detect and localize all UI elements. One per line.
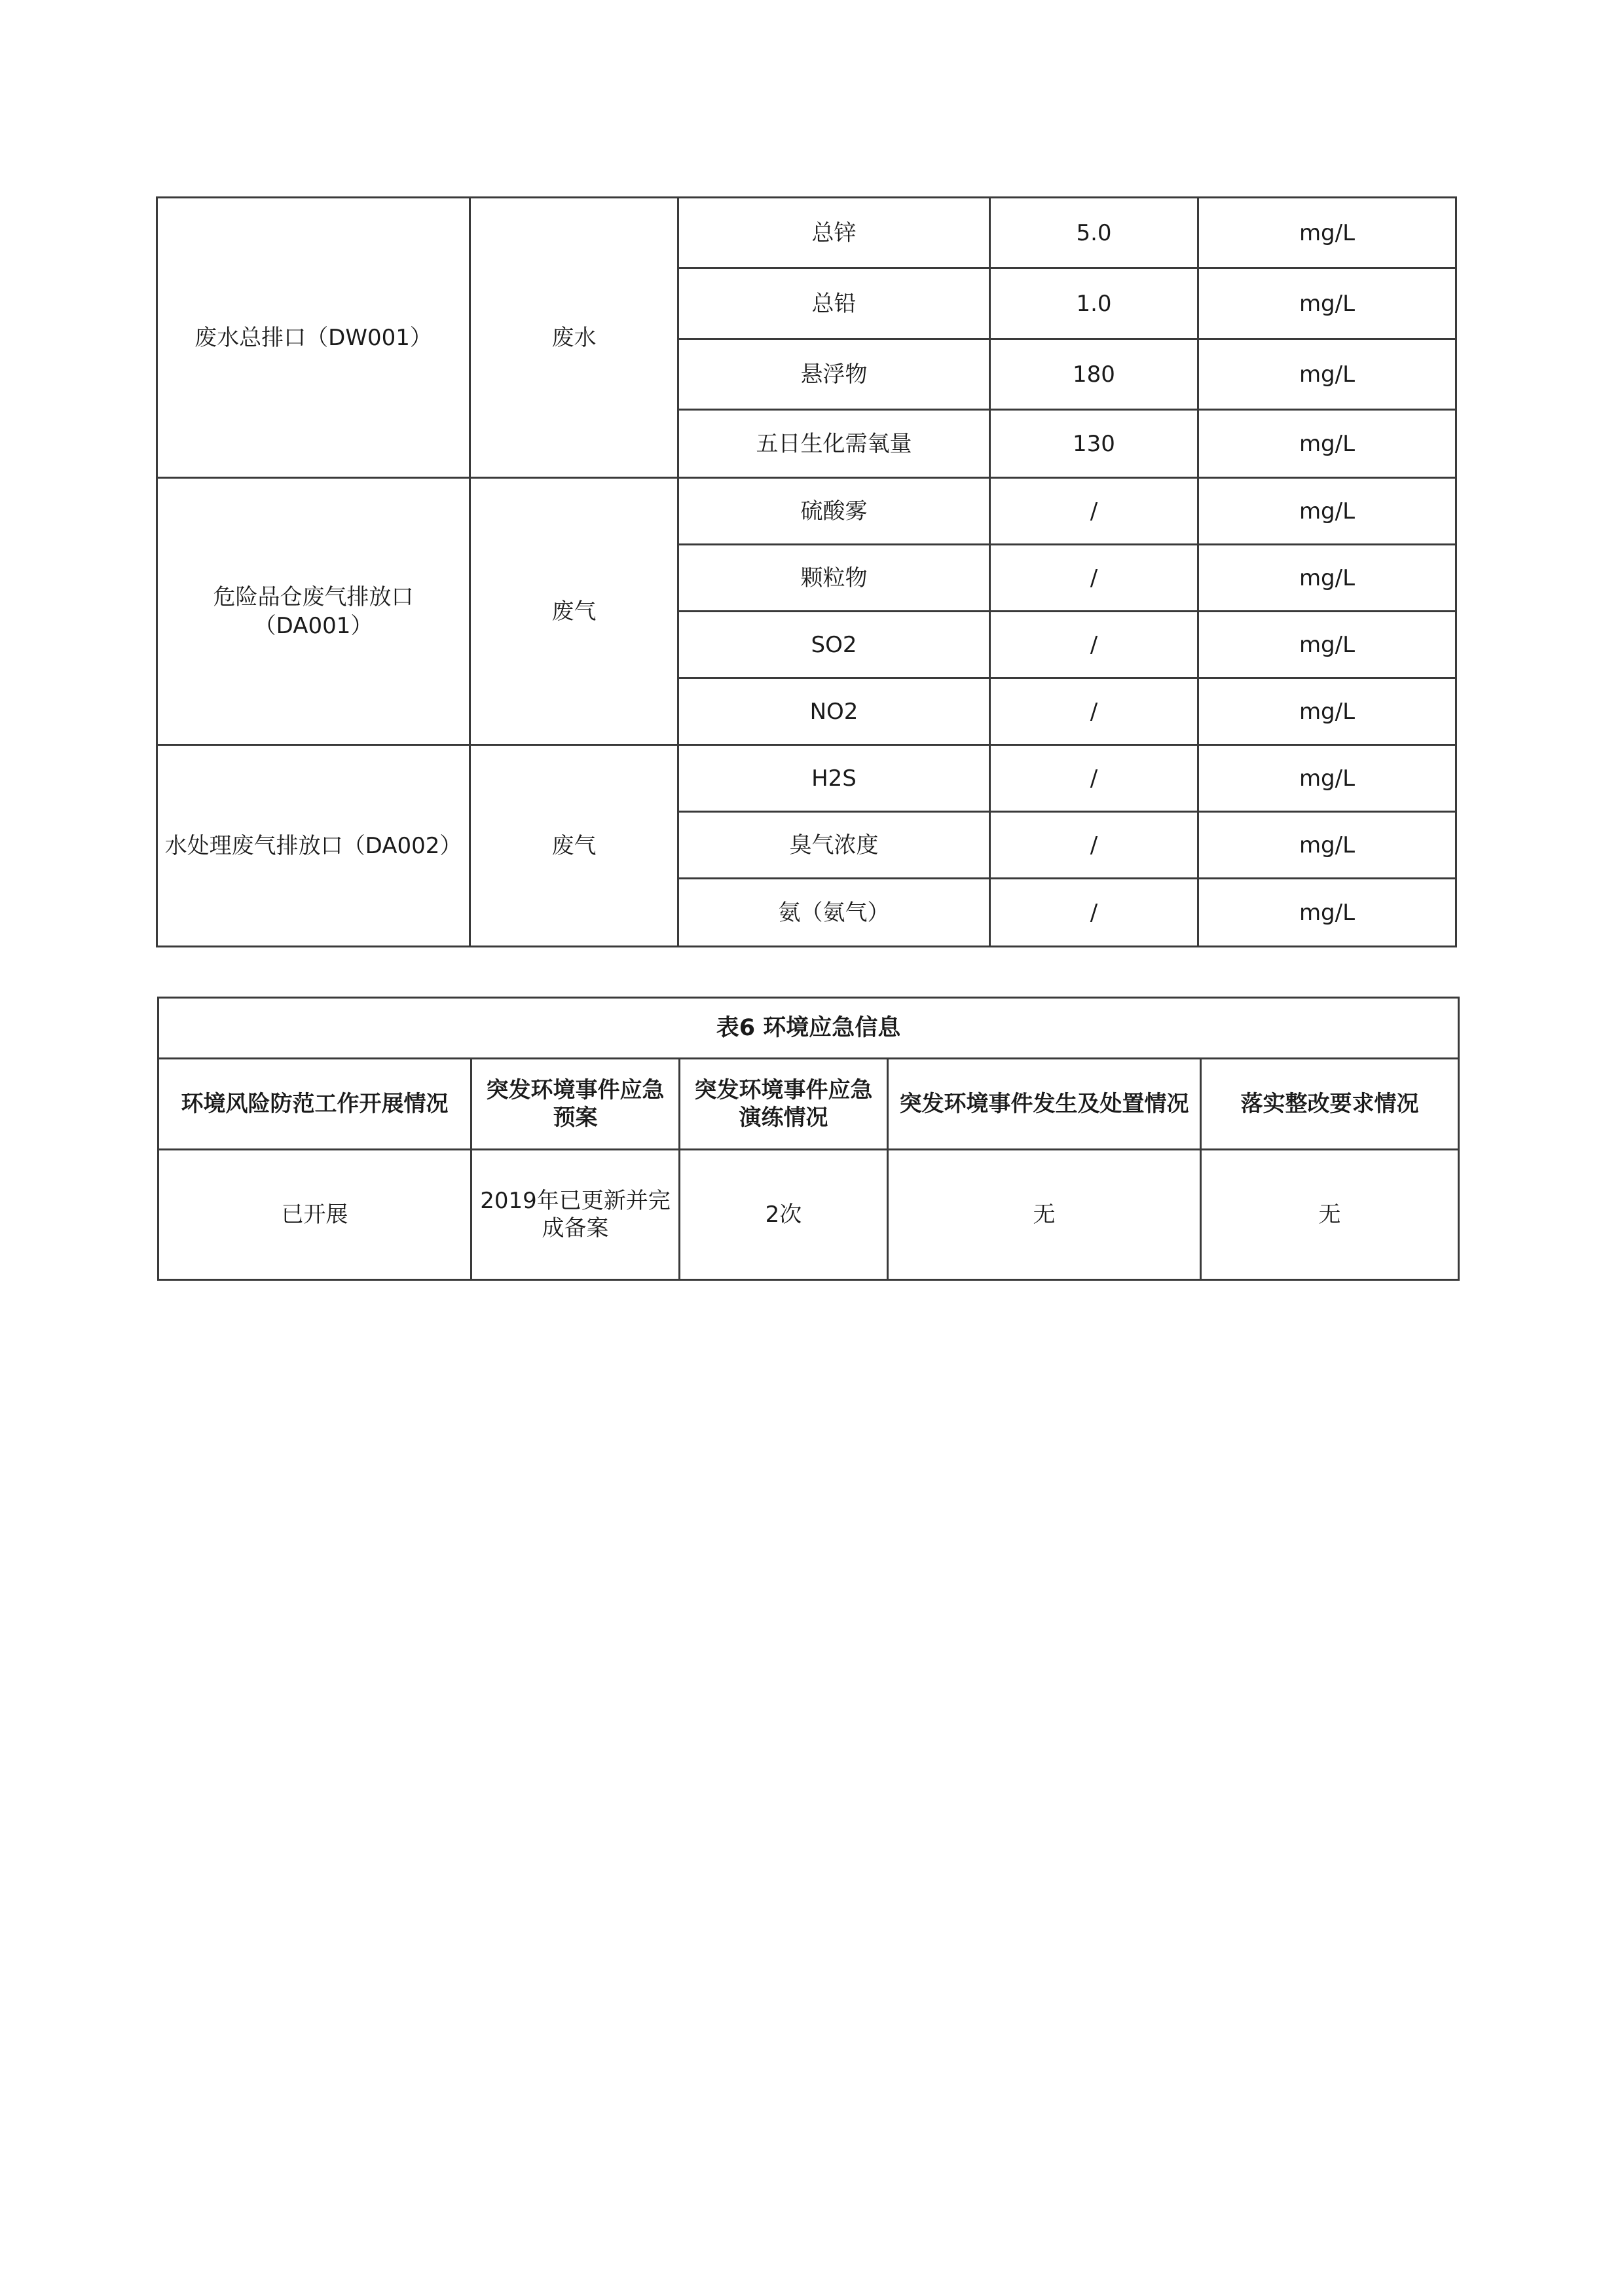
table-row [157, 198, 1456, 268]
pollutant-cell: 颗粒物 [678, 545, 990, 612]
value-cell: 2次 [680, 1150, 888, 1280]
pollutant-cell: 总锌 [678, 198, 990, 268]
limit-cell: / [990, 745, 1198, 812]
unit-cell: mg/L [1198, 612, 1456, 678]
value-cell: 2019年已更新并完成备案 [471, 1150, 680, 1280]
column-header: 落实整改要求情况 [1201, 1059, 1459, 1150]
pollutant-cell: H2S [678, 745, 990, 812]
pollutant-cell: 氨（氨气） [678, 879, 990, 947]
outlet-cell: 废水总排口（DW001） [157, 198, 470, 478]
waste-type-cell: 废水 [470, 198, 678, 478]
waste-type-cell: 废气 [470, 745, 678, 947]
pollutant-cell: NO2 [678, 678, 990, 745]
unit-cell: mg/L [1198, 478, 1456, 545]
unit-cell: mg/L [1198, 198, 1456, 268]
pollutant-cell: 悬浮物 [678, 339, 990, 410]
emission-standards-table [156, 196, 1457, 947]
unit-cell: mg/L [1198, 545, 1456, 612]
value-cell: 已开展 [158, 1150, 471, 1280]
unit-cell: mg/L [1198, 678, 1456, 745]
waste-type-cell: 废气 [470, 478, 678, 745]
unit-cell: mg/L [1198, 268, 1456, 339]
outlet-cell: 危险品仓废气排放口（DA001） [157, 478, 470, 745]
emergency-info-table [157, 997, 1460, 1281]
limit-cell: 1.0 [990, 268, 1198, 339]
pollutant-cell: 硫酸雾 [678, 478, 990, 545]
value-cell: 无 [1201, 1150, 1459, 1280]
table-header-row [158, 1059, 1459, 1150]
limit-cell: / [990, 612, 1198, 678]
table-title-row [158, 998, 1459, 1059]
outlet-cell: 水处理废气排放口（DA002） [157, 745, 470, 947]
unit-cell: mg/L [1198, 812, 1456, 879]
table-row [157, 745, 1456, 812]
unit-cell: mg/L [1198, 745, 1456, 812]
limit-cell: / [990, 545, 1198, 612]
limit-cell: / [990, 879, 1198, 947]
limit-cell: 5.0 [990, 198, 1198, 268]
column-header: 环境风险防范工作开展情况 [158, 1059, 471, 1150]
column-header: 突发环境事件发生及处置情况 [888, 1059, 1201, 1150]
unit-cell: mg/L [1198, 410, 1456, 478]
unit-cell: mg/L [1198, 339, 1456, 410]
table-row [158, 1150, 1459, 1280]
value-cell: 无 [888, 1150, 1201, 1280]
column-header: 突发环境事件应急预案 [471, 1059, 680, 1150]
limit-cell: / [990, 678, 1198, 745]
table-title: 表6 环境应急信息 [158, 998, 1459, 1059]
column-header: 突发环境事件应急演练情况 [680, 1059, 888, 1150]
table-row [157, 478, 1456, 545]
limit-cell: 130 [990, 410, 1198, 478]
unit-cell: mg/L [1198, 879, 1456, 947]
pollutant-cell: SO2 [678, 612, 990, 678]
pollutant-cell: 五日生化需氧量 [678, 410, 990, 478]
limit-cell: 180 [990, 339, 1198, 410]
limit-cell: / [990, 478, 1198, 545]
pollutant-cell: 总铅 [678, 268, 990, 339]
limit-cell: / [990, 812, 1198, 879]
pollutant-cell: 臭气浓度 [678, 812, 990, 879]
